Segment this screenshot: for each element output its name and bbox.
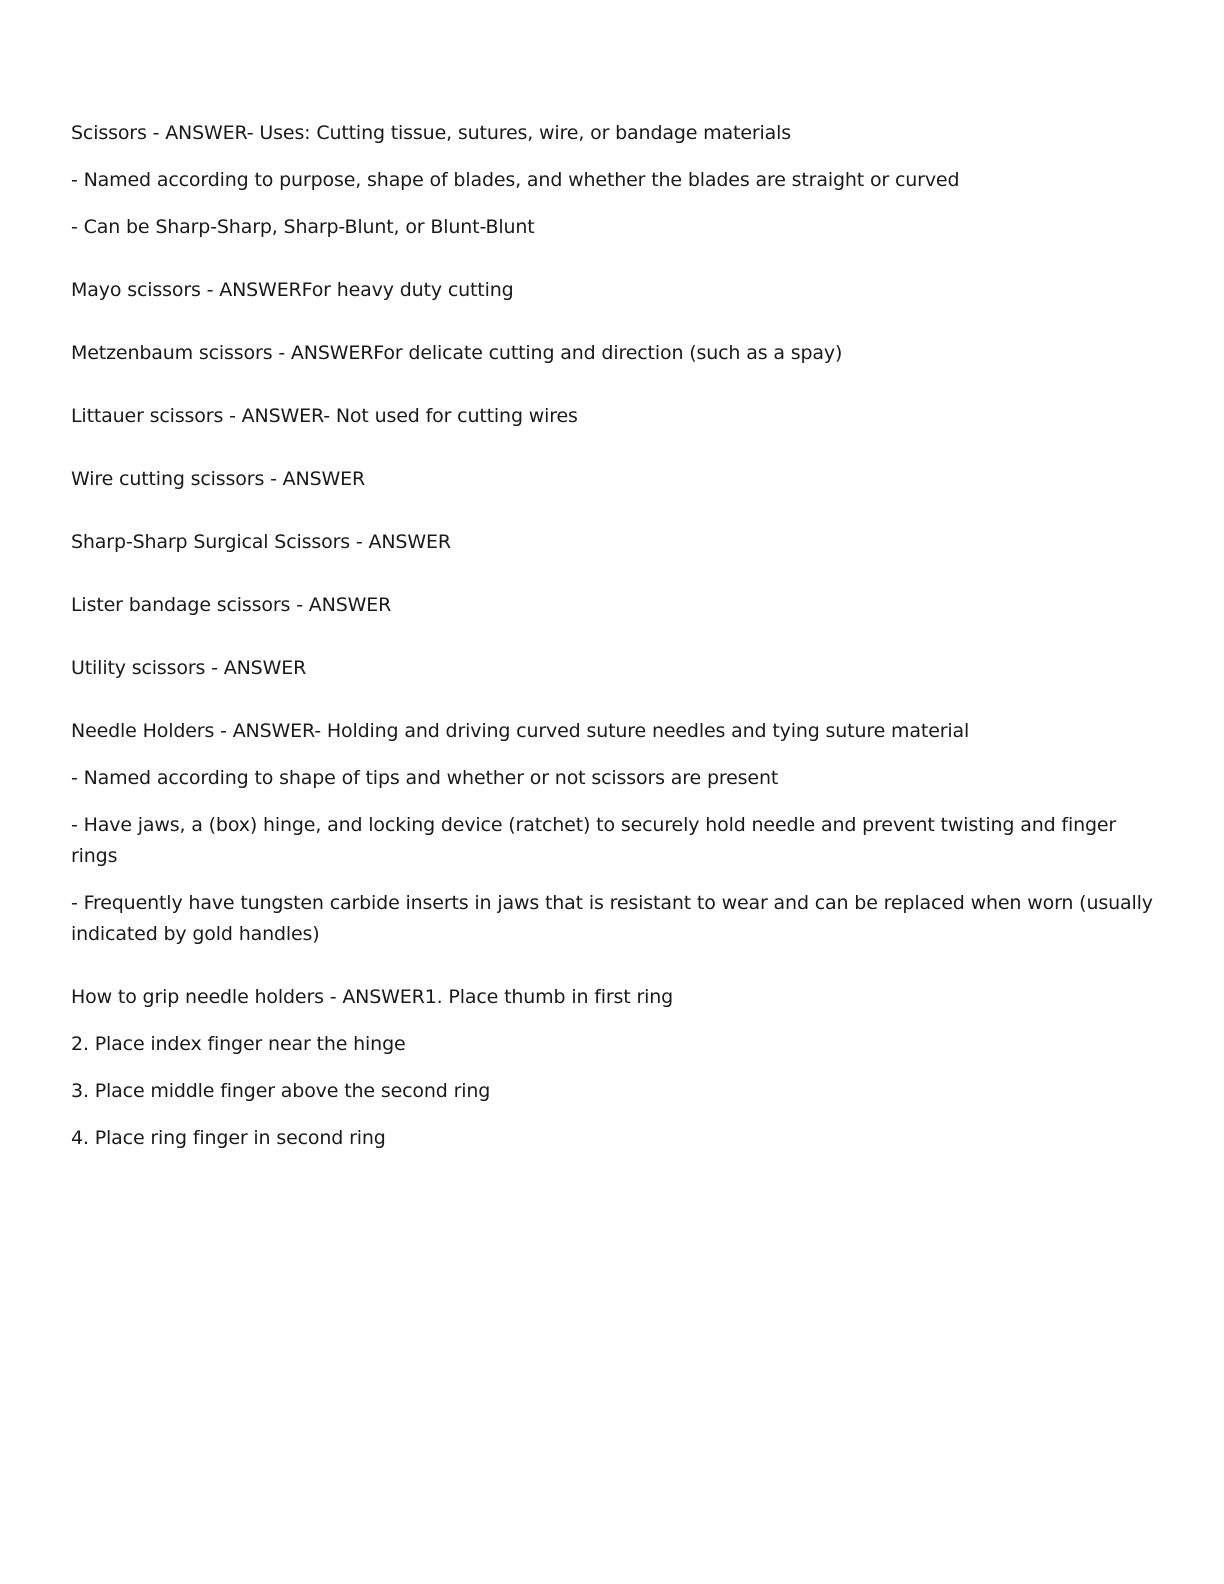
entry-mayo-scissors: [71, 275, 1156, 306]
entry-line: - Have jaws, a (box) hinge, and locking device (ratchet) to securely hold needle and prevent twisting and finger rings: [71, 814, 1117, 867]
entry-line: 3. Place middle finger above the second ring: [71, 1080, 491, 1102]
entry-line: 4. Place ring finger in second ring: [71, 1127, 386, 1149]
entry-line: Sharp-Sharp Surgical Scissors - ANSWER: [71, 531, 451, 553]
entry-line: Wire cutting scissors - ANSWER: [71, 468, 366, 490]
entry-line: Utility scissors - ANSWER: [71, 657, 307, 679]
entry-lister-bandage-scissors: [71, 590, 1156, 621]
entry-littauer-scissors: [71, 401, 1156, 432]
entry-line: Littauer scissors - ANSWER- Not used for cutting wires: [71, 405, 578, 427]
entry-line: Needle Holders - ANSWER- Holding and driving curved suture needles and tying suture material: [71, 720, 970, 742]
entry-line: - Named according to shape of tips and whether or not scissors are present: [71, 767, 779, 789]
entry-metzenbaum-scissors: [71, 338, 1156, 369]
entry-line: Metzenbaum scissors - ANSWERFor delicate cutting and direction (such as a spay): [71, 342, 843, 364]
entry-line: Mayo scissors - ANSWERFor heavy duty cutting: [71, 279, 514, 301]
document-body: [71, 118, 1156, 1154]
entry-line: 2. Place index finger near the hinge: [71, 1033, 406, 1055]
entry-utility-scissors: [71, 653, 1156, 684]
entry-line: - Frequently have tungsten carbide inserts in jaws that is resistant to wear and can be replaced when worn (usually indicated by gold handles): [71, 892, 1153, 945]
entry-line: Scissors - ANSWER- Uses: Cutting tissue, sutures, wire, or bandage materials: [71, 122, 792, 144]
entry-line: - Can be Sharp-Sharp, Sharp-Blunt, or Blunt-Blunt: [71, 216, 535, 238]
entry-scissors: [71, 118, 1156, 243]
entry-grip-needle-holders: [71, 982, 1156, 1154]
entry-wire-cutting-scissors: [71, 464, 1156, 495]
entry-needle-holders: [71, 716, 1156, 950]
entry-line: How to grip needle holders - ANSWER1. Place thumb in first ring: [71, 986, 674, 1008]
entry-line: Lister bandage scissors - ANSWER: [71, 594, 392, 616]
entry-sharp-sharp-surgical-scissors: [71, 527, 1156, 558]
entry-line: - Named according to purpose, shape of blades, and whether the blades are straight or curved: [71, 169, 960, 191]
